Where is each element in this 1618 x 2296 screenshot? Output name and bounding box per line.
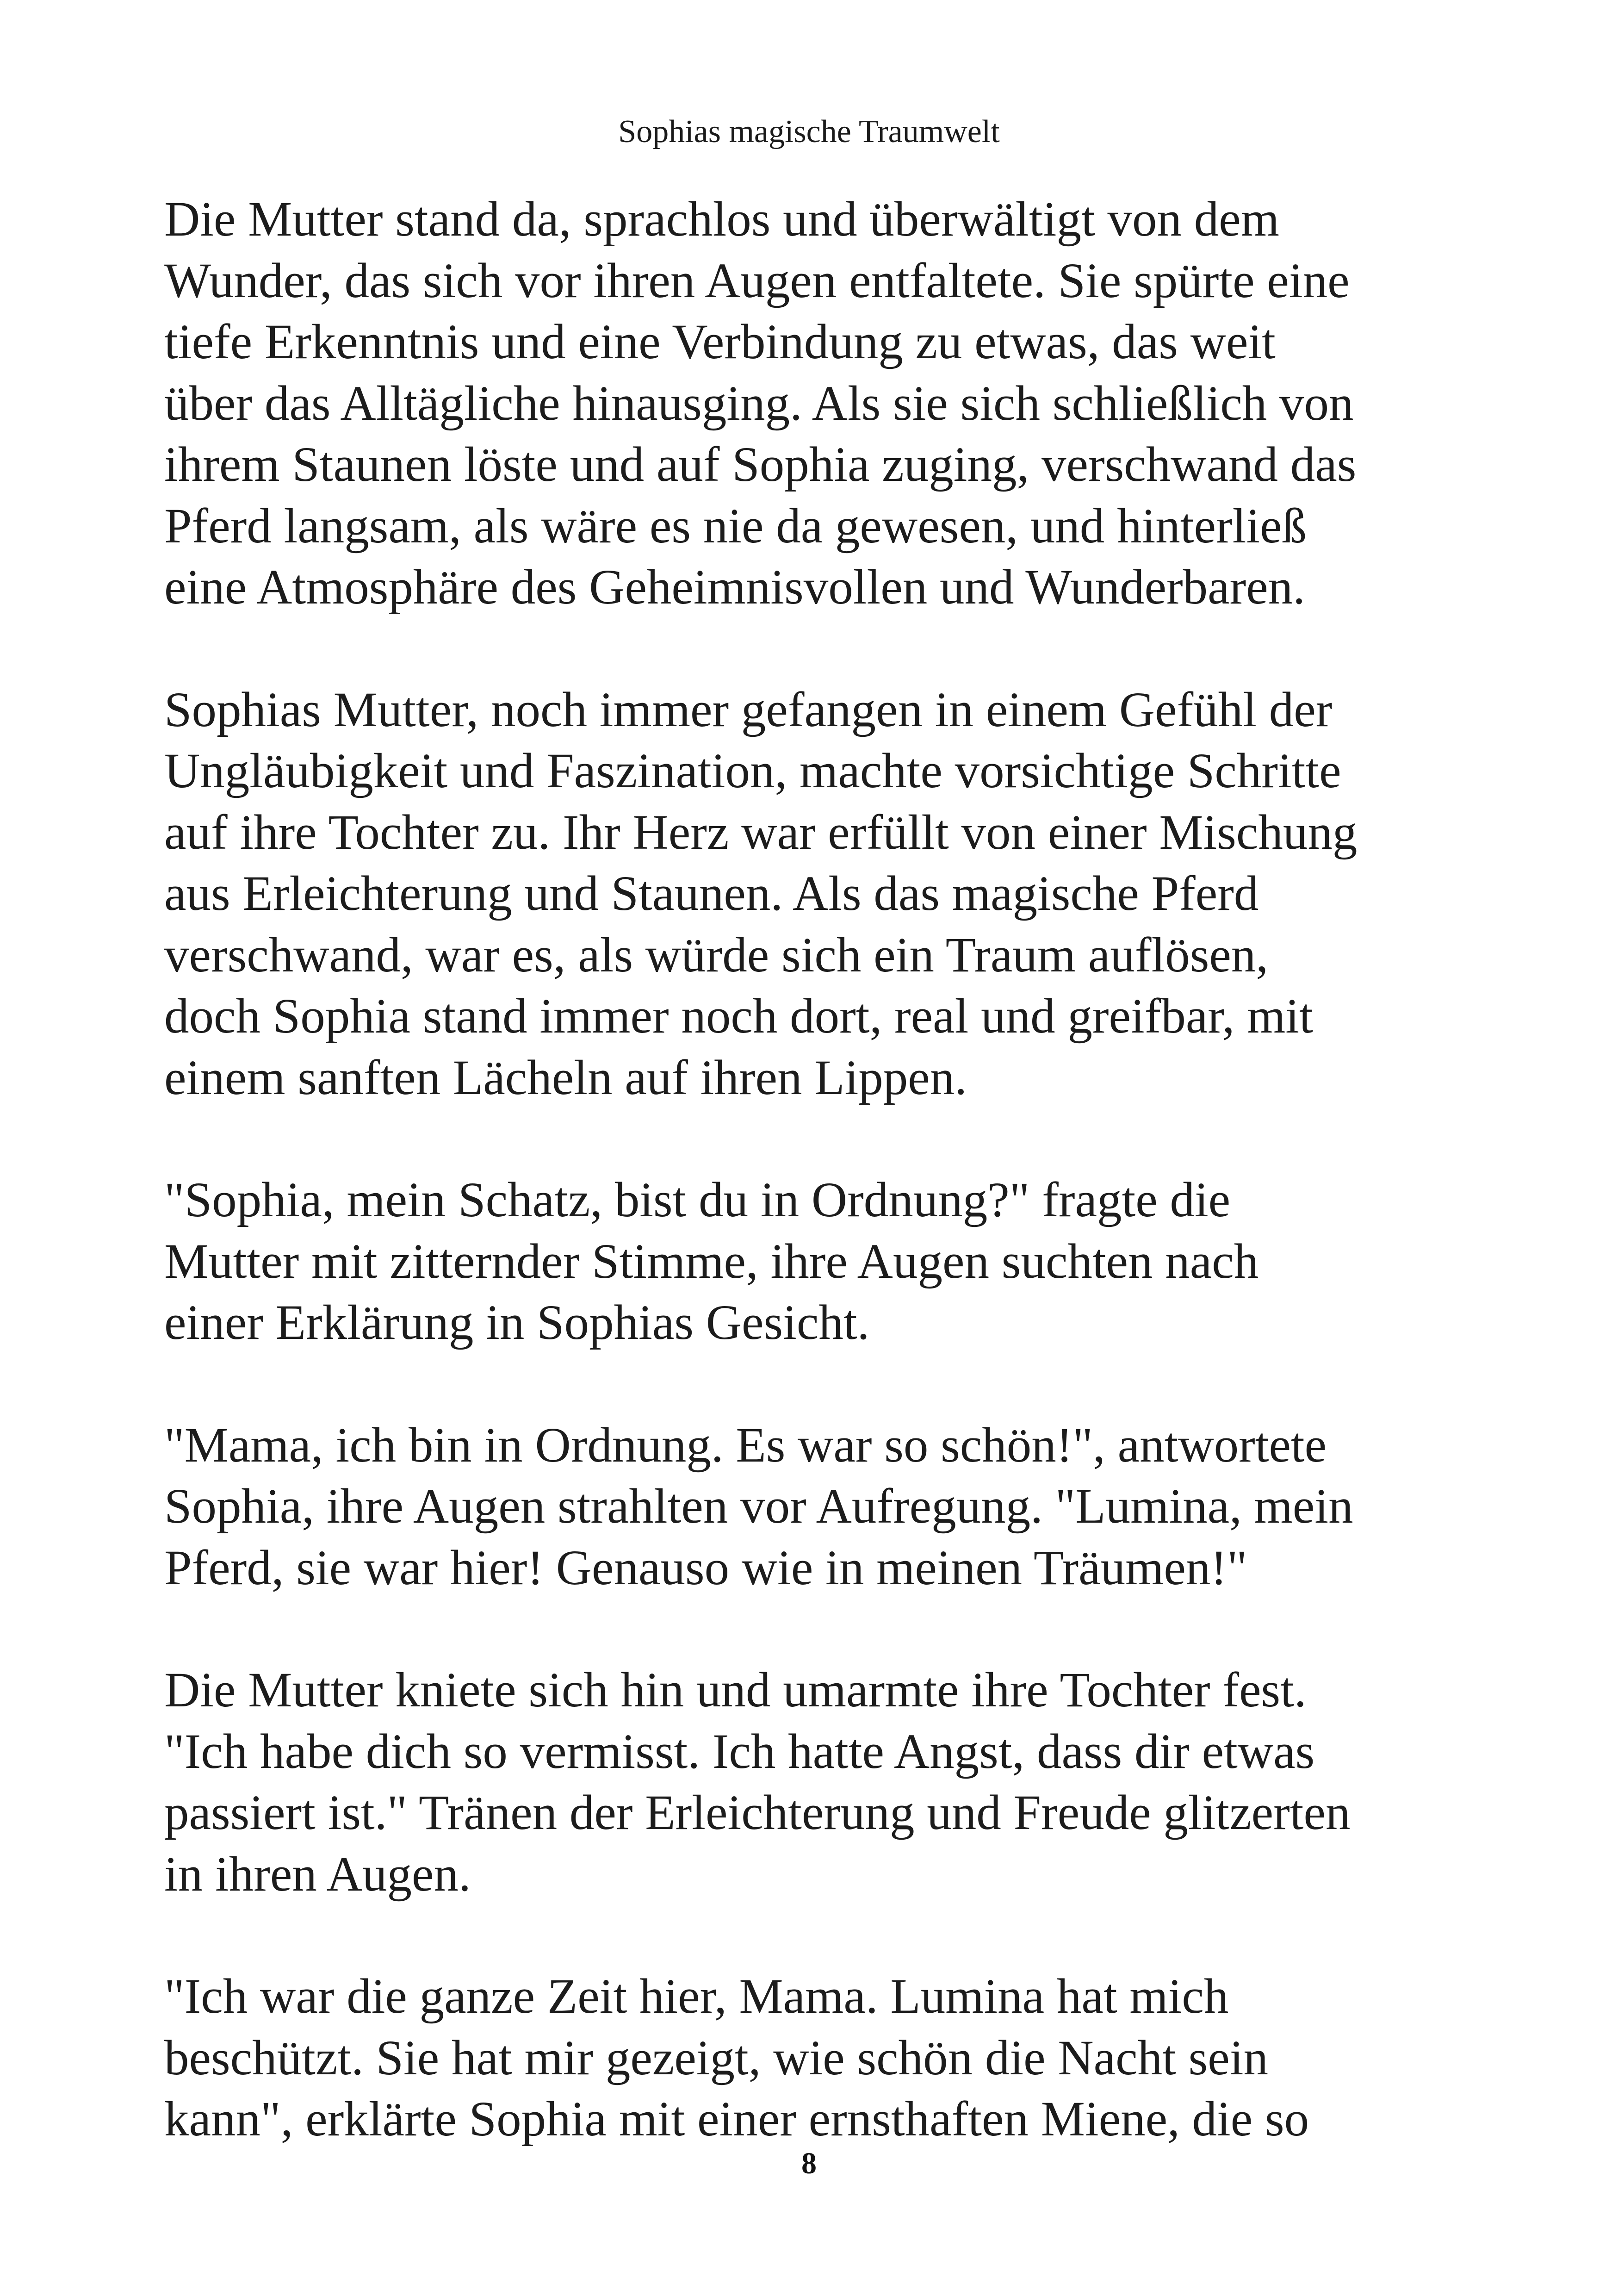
- text-line: Sophias Mutter, noch immer gefangen in einem Gefühl der: [164, 682, 1333, 737]
- paragraph-4: [164, 1415, 1460, 1599]
- text-line: passiert ist." Tränen der Erleichterung und Freude glitzerten: [164, 1786, 1351, 1840]
- text-line: "Ich habe dich so vermisst. Ich hatte Angst, dass dir etwas: [164, 1724, 1315, 1779]
- paragraph-3: [164, 1170, 1460, 1354]
- text-line: auf ihre Tochter zu. Ihr Herz war erfüllt von einer Mischung: [164, 805, 1358, 860]
- text-line: Pferd langsam, als wäre es nie da gewesen, und hinterließ: [164, 498, 1307, 554]
- text-line: einem sanften Lächeln auf ihren Lippen.: [164, 1050, 967, 1105]
- text-line: in ihren Augen.: [164, 1847, 471, 1902]
- text-line: "Mama, ich bin in Ordnung. Es war so schön!", antwortete: [164, 1418, 1327, 1473]
- text-line: tiefe Erkenntnis und eine Verbindung zu etwas, das weit: [164, 315, 1276, 369]
- paragraph-6: [164, 1966, 1460, 2150]
- text-line: ihrem Staunen löste und auf Sophia zuging, verschwand das: [164, 437, 1357, 492]
- paragraph-1: [164, 189, 1460, 618]
- text-line: einer Erklärung in Sophias Gesicht.: [164, 1295, 870, 1350]
- text-line: über das Alltägliche hinausging. Als sie sich schließlich von: [164, 376, 1354, 431]
- text-line: Mutter mit zitternder Stimme, ihre Augen suchten nach: [164, 1234, 1259, 1289]
- paragraph-2: [164, 679, 1460, 1109]
- page-number: 8: [801, 2147, 817, 2180]
- text-line: verschwand, war es, als würde sich ein Traum auflösen,: [164, 927, 1269, 983]
- running-header-title: Sophias magische Traumwelt: [618, 114, 1000, 149]
- text-line: Die Mutter stand da, sprachlos und überwältigt von dem: [164, 192, 1279, 247]
- paragraph-5: [164, 1660, 1460, 1905]
- text-line: "Ich war die ganze Zeit hier, Mama. Lumina hat mich: [164, 1969, 1229, 2024]
- text-line: Die Mutter kniete sich hin und umarmte ihre Tochter fest.: [164, 1663, 1307, 1717]
- text-line: Ungläubigkeit und Faszination, machte vorsichtige Schritte: [164, 744, 1341, 798]
- text-line: "Sophia, mein Schatz, bist du in Ordnung?" fragte die: [164, 1173, 1231, 1227]
- text-line: Pferd, sie war hier! Genauso wie in meinen Träumen!": [164, 1540, 1247, 1595]
- text-line: Sophia, ihre Augen strahlten vor Aufregung. "Lumina, mein: [164, 1479, 1353, 1534]
- text-line: Wunder, das sich vor ihren Augen entfaltete. Sie spürte eine: [164, 253, 1350, 308]
- text-line: kann", erklärte Sophia mit einer ernsthaften Miene, die so: [164, 2092, 1309, 2147]
- text-line: doch Sophia stand immer noch dort, real und greifbar, mit: [164, 989, 1313, 1044]
- text-line: eine Atmosphäre des Geheimnisvollen und Wunderbaren.: [164, 560, 1305, 615]
- text-line: aus Erleichterung und Staunen. Als das magische Pferd: [164, 866, 1259, 921]
- text-line: beschützt. Sie hat mir gezeigt, wie schön die Nacht sein: [164, 2030, 1268, 2085]
- body-text: [164, 189, 1460, 2211]
